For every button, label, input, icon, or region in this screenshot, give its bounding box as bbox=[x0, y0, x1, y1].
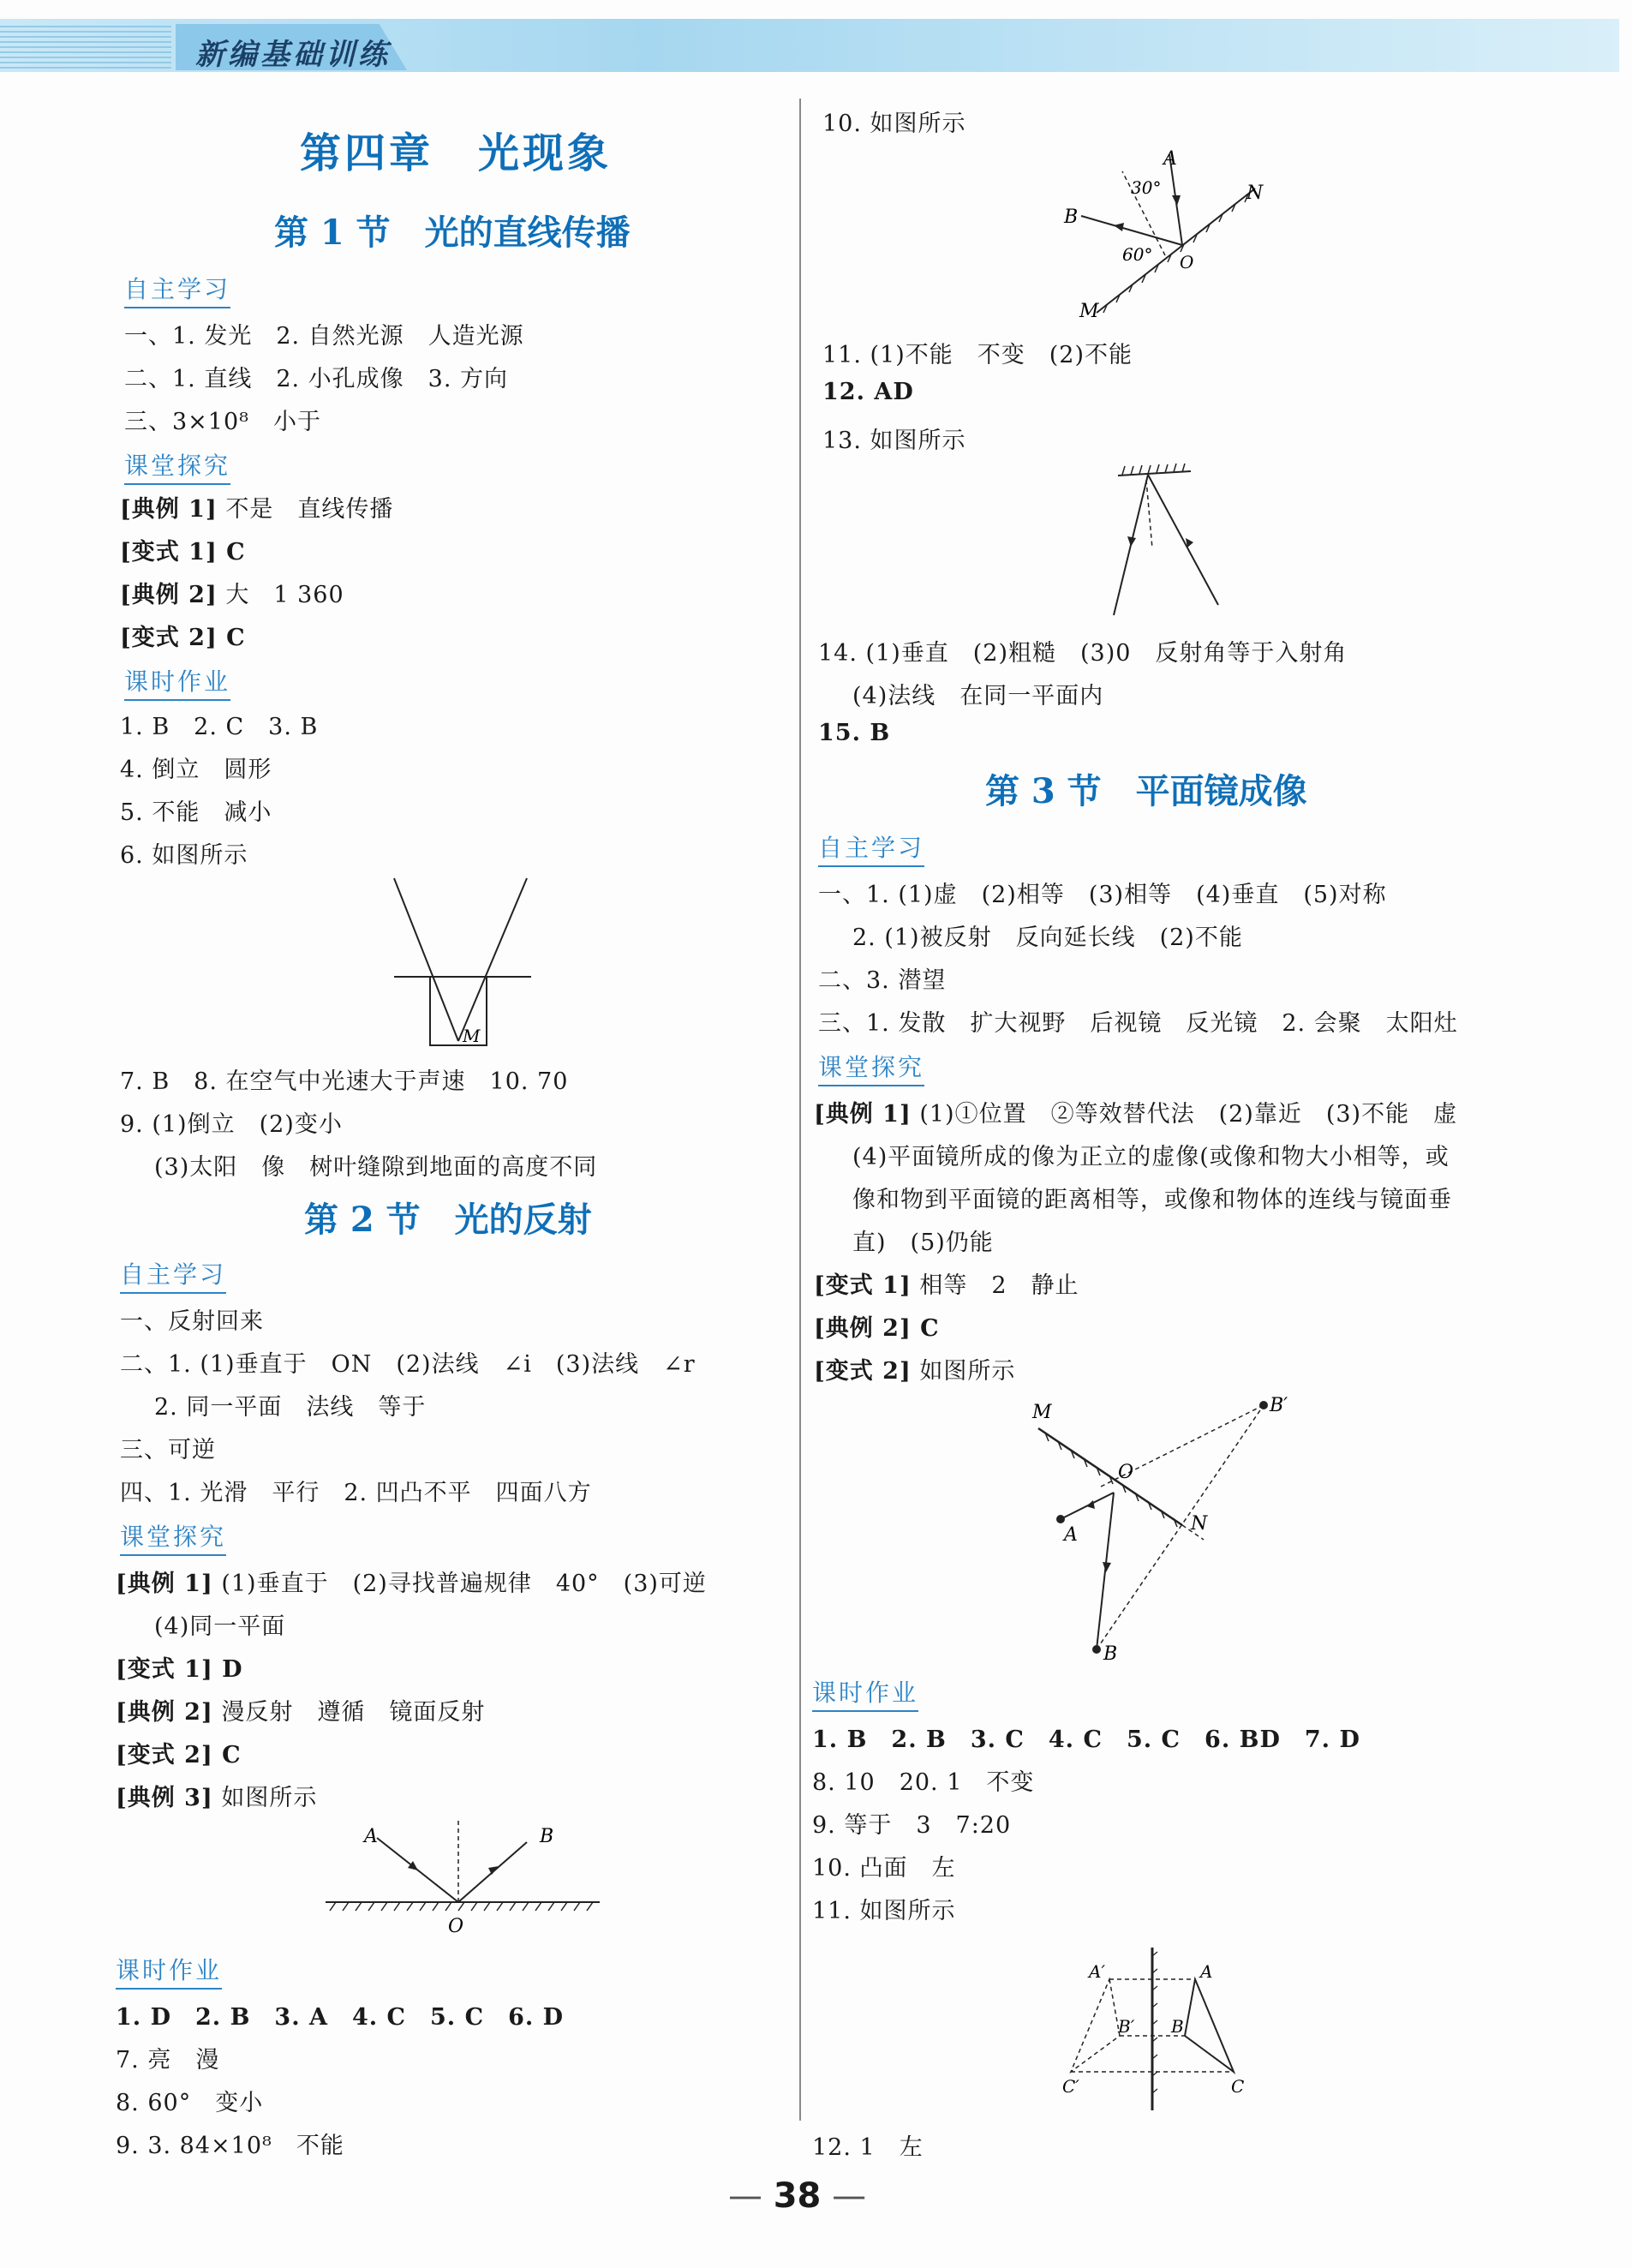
s1-class-label: 课堂探究 bbox=[124, 447, 230, 485]
chapter-title: 第四章 光现象 bbox=[300, 129, 613, 177]
s3-self-line: 一、1. (1)虚 (2)相等 (3)相等 (4)垂直 (5)对称 bbox=[818, 882, 1387, 908]
figure-label-c: C bbox=[1231, 2076, 1245, 2097]
section-1-title: 第 1 节 光的直线传播 bbox=[274, 212, 631, 253]
figure-label-m: M bbox=[1032, 1402, 1052, 1423]
s3-hw-line: 11. 如图所示 bbox=[812, 1898, 956, 1924]
figure-label-b: B bbox=[1171, 2016, 1184, 2037]
figure-label-b-prime: B′ bbox=[1118, 2016, 1135, 2037]
series-title: 新编基础训练 bbox=[195, 38, 391, 72]
s3-hw-line: 8. 10 20. 1 不变 bbox=[812, 1769, 1035, 1796]
s2-self-line: 一、反射回来 bbox=[120, 1308, 264, 1335]
s1-self-study-label: 自主学习 bbox=[124, 271, 230, 308]
header-stripes bbox=[0, 26, 171, 70]
s3-homework-label: 课时作业 bbox=[812, 1674, 918, 1712]
figure-label-o: O bbox=[1118, 1462, 1134, 1483]
s3-class-line: [典例 1] (1)①位置 ②等效替代法 (2)靠近 (3)不能 虚 bbox=[814, 1101, 1458, 1128]
s1-self-line: 一、1. 发光 2. 自然光源 人造光源 bbox=[124, 323, 524, 350]
figure-label-a: A bbox=[1163, 148, 1177, 170]
s1-self-line: 三、3×10⁸ 小于 bbox=[124, 409, 321, 435]
s2-hw-line: 9. 3. 84×10⁸ 不能 bbox=[116, 2133, 344, 2159]
s3-hw-line: 10. 凸面 左 bbox=[812, 1855, 956, 1882]
s3-self-study-label: 自主学习 bbox=[818, 829, 924, 867]
s2-class-line: (4)同一平面 bbox=[154, 1613, 286, 1640]
s1-class-line: [典例 2] 大 1 360 bbox=[120, 582, 344, 608]
s1-homework-label: 课时作业 bbox=[124, 663, 230, 701]
s2-hw-line: (4)法线 在同一平面内 bbox=[852, 683, 1104, 709]
s2-hw-line: 8. 60° 变小 bbox=[116, 2090, 264, 2116]
s2-class-line: [典例 1] (1)垂直于 (2)寻找普遍规律 40° (3)可逆 bbox=[116, 1571, 707, 1597]
s2-hw-line: 14. (1)垂直 (2)粗糙 (3)0 反射角等于入射角 bbox=[818, 640, 1348, 667]
s2-class-label: 课堂探究 bbox=[120, 1518, 226, 1556]
s2-self-line: 四、1. 光滑 平行 2. 凹凸不平 四面八方 bbox=[120, 1480, 592, 1506]
figure-label-m: M bbox=[463, 1026, 481, 1046]
figure-13 bbox=[1105, 463, 1242, 621]
figure-label-c-prime: C′ bbox=[1062, 2076, 1079, 2097]
s1-class-line: [变式 1] C bbox=[120, 539, 246, 566]
s1-hw-line: 9. (1)倒立 (2)变小 bbox=[120, 1111, 343, 1138]
figure-label-a-prime: A′ bbox=[1089, 1961, 1105, 1982]
s3-self-line: 二、3. 潜望 bbox=[818, 967, 947, 994]
section-3-title: 第 3 节 平面镜成像 bbox=[985, 771, 1307, 811]
figure-pinhole bbox=[377, 874, 548, 1054]
figure-label-a: A bbox=[1064, 1524, 1078, 1546]
s3-hw-line: 9. 等于 3 7:20 bbox=[812, 1812, 1012, 1839]
s2-class-line: [变式 2] C bbox=[116, 1742, 242, 1768]
figure-label-b: B bbox=[540, 1826, 554, 1847]
figure-angle-30: 30° bbox=[1131, 177, 1162, 198]
column-divider bbox=[799, 99, 801, 2121]
s2-self-study-label: 自主学习 bbox=[120, 1256, 226, 1294]
figure-label-b: B bbox=[1103, 1643, 1118, 1665]
figure-label-n: N bbox=[1246, 183, 1264, 204]
figure-label-o: O bbox=[1180, 252, 1194, 272]
figure-label-o: O bbox=[448, 1916, 464, 1937]
s2-hw-line: 10. 如图所示 bbox=[822, 111, 966, 137]
s2-self-line: 三、可逆 bbox=[120, 1437, 216, 1463]
s1-hw-line: 1. B 2. C 3. B bbox=[120, 714, 319, 740]
s3-class-label: 课堂探究 bbox=[818, 1049, 924, 1086]
s3-class-line: [变式 1] 相等 2 静止 bbox=[814, 1272, 1079, 1299]
s2-class-line: [变式 1] D bbox=[116, 1656, 243, 1683]
s3-class-line: [典例 2] C bbox=[814, 1315, 940, 1342]
s1-hw-line: 5. 不能 减小 bbox=[120, 799, 272, 826]
page-number: — 38 — bbox=[728, 2176, 867, 2216]
s2-class-line: [典例 2] 漫反射 遵循 镜面反射 bbox=[116, 1699, 486, 1726]
s1-hw-line: 4. 倒立 圆形 bbox=[120, 757, 272, 783]
s2-hw-line: 15. B bbox=[818, 720, 891, 746]
s2-hw-line: 12. AD bbox=[822, 379, 914, 405]
figure-label-m: M bbox=[1079, 301, 1099, 322]
s2-class-line: [典例 3] 如图所示 bbox=[116, 1785, 318, 1811]
s1-hw-line: (3)太阳 像 树叶缝隙到地面的高度不同 bbox=[154, 1154, 598, 1181]
figure-label-a: A bbox=[1200, 1961, 1213, 1982]
s1-hw-line: 6. 如图所示 bbox=[120, 842, 248, 869]
s1-class-line: [典例 1] 不是 直线传播 bbox=[120, 496, 394, 523]
s2-hw-line: 1. D 2. B 3. A 4. C 5. C 6. D bbox=[116, 2004, 565, 2031]
figure-label-a: A bbox=[364, 1826, 378, 1847]
figure-reflection bbox=[317, 1816, 608, 1945]
s3-self-line: 三、1. 发散 扩大视野 后视镜 反光镜 2. 会聚 太阳灶 bbox=[818, 1010, 1458, 1037]
s1-hw-line: 7. B 8. 在空气中光速大于声速 10. 70 bbox=[120, 1068, 569, 1095]
s3-hw-line: 12. 1 左 bbox=[812, 2134, 924, 2161]
figure-11 bbox=[1058, 1943, 1255, 2115]
figure-label-b: B bbox=[1064, 206, 1079, 228]
s2-self-line: 2. 同一平面 法线 等于 bbox=[154, 1394, 427, 1421]
s1-self-line: 二、1. 直线 2. 小孔成像 3. 方向 bbox=[124, 366, 509, 392]
figure-label-n: N bbox=[1191, 1513, 1208, 1535]
s2-self-line: 二、1. (1)垂直于 ON (2)法线 ∠i (3)法线 ∠r bbox=[120, 1351, 696, 1378]
s1-class-line: [变式 2] C bbox=[120, 625, 246, 651]
s3-class-line: 直) (5)仍能 bbox=[852, 1230, 994, 1256]
s2-hw-line: 7. 亮 漫 bbox=[116, 2047, 220, 2074]
figure-variant-2 bbox=[1019, 1392, 1311, 1667]
figure-angle-60: 60° bbox=[1122, 244, 1153, 265]
s3-class-line: 像和物到平面镜的距离相等，或像和物体的连线与镜面垂 bbox=[852, 1187, 1452, 1213]
s2-homework-label: 课时作业 bbox=[116, 1952, 222, 1990]
s3-hw-line: 1. B 2. B 3. C 4. C 5. C 6. BD 7. D bbox=[812, 1726, 1360, 1753]
s3-class-line: (4)平面镜所成的像为正立的虚像(或像和物大小相等，或 bbox=[852, 1144, 1450, 1170]
figure-10 bbox=[1062, 146, 1268, 326]
figure-label-b-prime: B′ bbox=[1270, 1395, 1288, 1416]
s2-hw-line: 13. 如图所示 bbox=[822, 428, 966, 454]
s3-class-line: [变式 2] 如图所示 bbox=[814, 1358, 1016, 1385]
s3-self-line: 2. (1)被反射 反向延长线 (2)不能 bbox=[852, 925, 1243, 951]
section-2-title: 第 2 节 光的反射 bbox=[304, 1200, 592, 1240]
s2-hw-line: 11. (1)不能 不变 (2)不能 bbox=[822, 342, 1133, 368]
